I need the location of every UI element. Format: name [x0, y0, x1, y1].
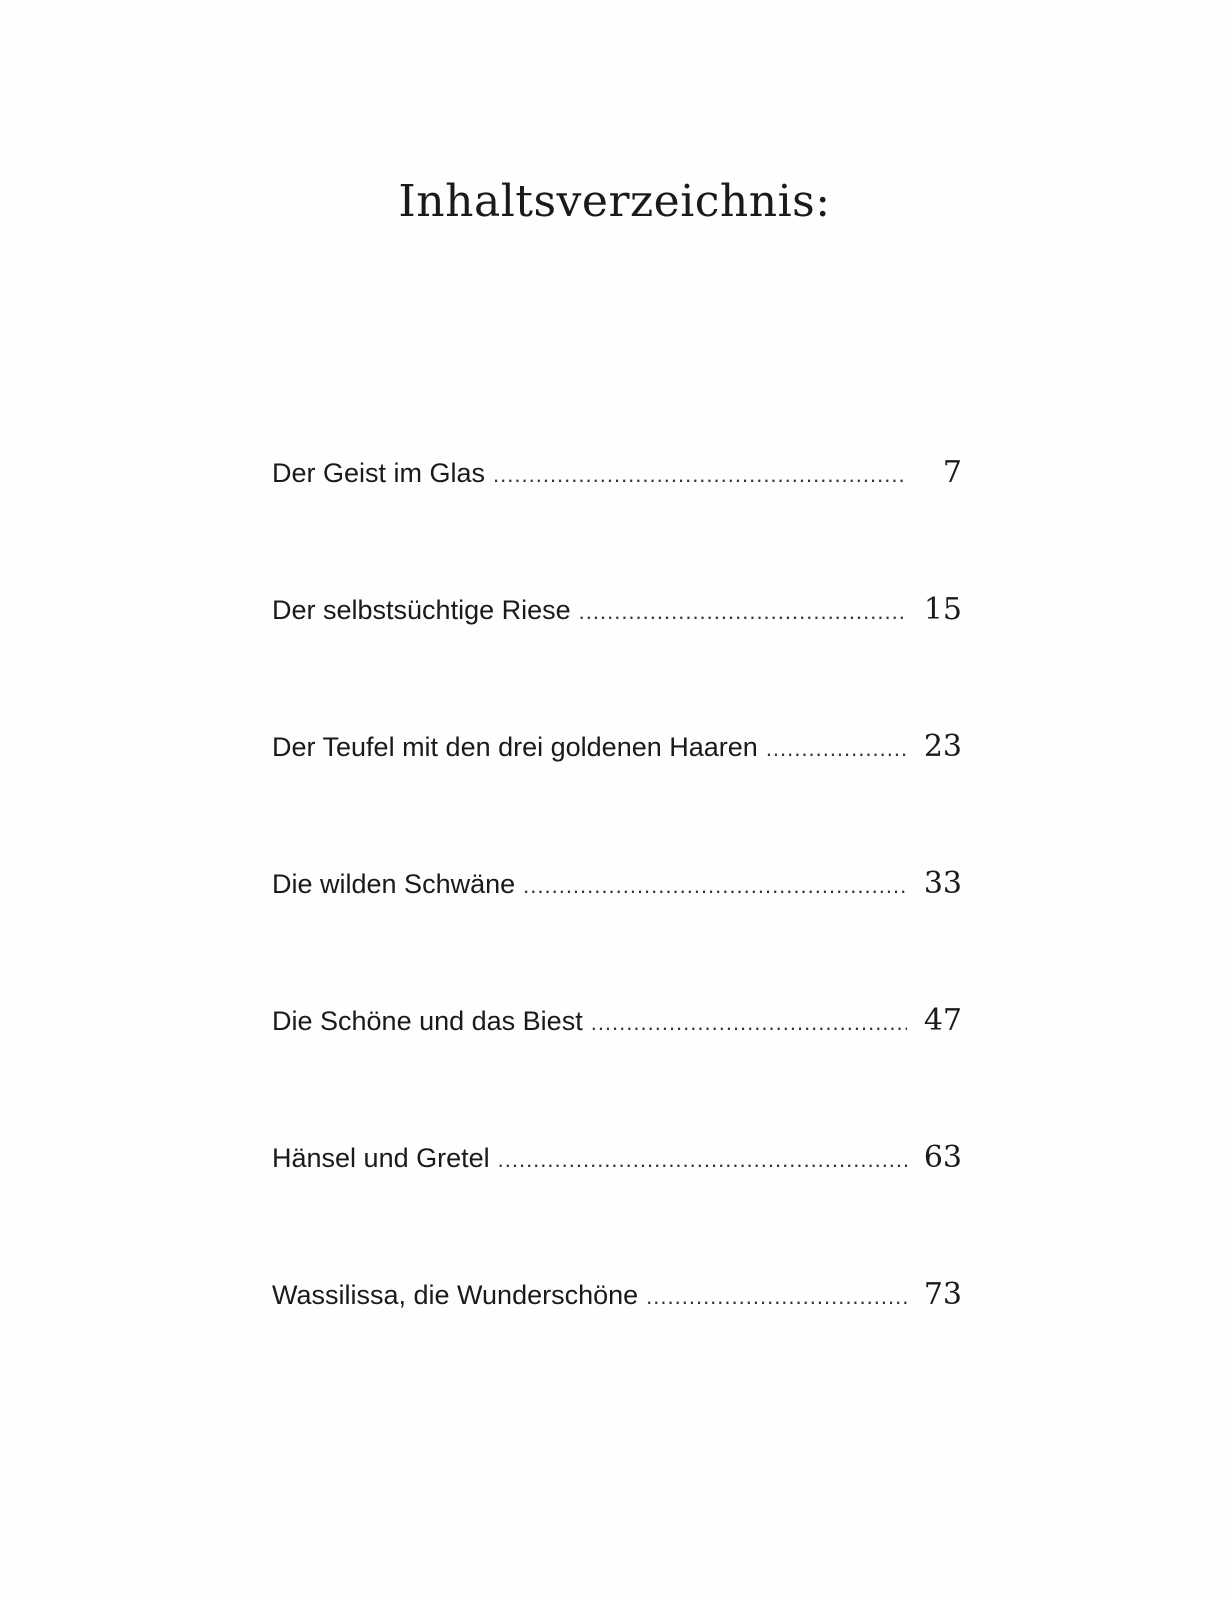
toc-page-number: 7: [942, 455, 962, 490]
dot-leader: [493, 462, 907, 488]
toc-entry-title: Die wilden Schwäne: [272, 869, 516, 899]
page-title: Inhaltsverzeichnis:: [398, 176, 831, 227]
toc-entry-selbstsuechtige-riese[interactable]: [272, 592, 962, 729]
toc-page-number: 33: [923, 866, 962, 901]
toc-entry-schoene-und-biest[interactable]: [272, 1003, 962, 1140]
toc-entry-geist-im-glas[interactable]: [272, 455, 962, 592]
dot-leader: [646, 1284, 907, 1310]
toc-entry-wassilissa[interactable]: [272, 1277, 962, 1414]
dot-leader: [579, 599, 907, 625]
toc-entry-title: Der selbstsüchtige Riese: [272, 595, 571, 625]
toc-page-number: 15: [923, 592, 962, 627]
toc-page-number: 63: [923, 1140, 962, 1175]
toc-entry-wilden-schwaene[interactable]: [272, 866, 962, 1003]
toc-entry-title: Der Geist im Glas: [272, 458, 486, 488]
table-of-contents: [272, 455, 962, 1414]
toc-page-number: 23: [923, 729, 962, 764]
toc-page-number: 47: [923, 1003, 962, 1038]
toc-entry-haensel-und-gretel[interactable]: [272, 1140, 962, 1277]
dot-leader: [766, 736, 907, 762]
toc-entry-title: Die Schöne und das Biest: [272, 1006, 583, 1036]
toc-page-number: 73: [923, 1277, 962, 1312]
dot-leader: [498, 1147, 907, 1173]
dot-leader: [523, 873, 907, 899]
toc-entry-teufel-drei-goldenen-haaren[interactable]: [272, 729, 962, 866]
toc-entry-title: Wassilissa, die Wunderschöne: [272, 1280, 639, 1310]
toc-entry-title: Hänsel und Gretel: [272, 1143, 490, 1173]
dot-leader: [591, 1010, 907, 1036]
toc-entry-title: Der Teufel mit den drei goldenen Haaren: [272, 732, 758, 762]
